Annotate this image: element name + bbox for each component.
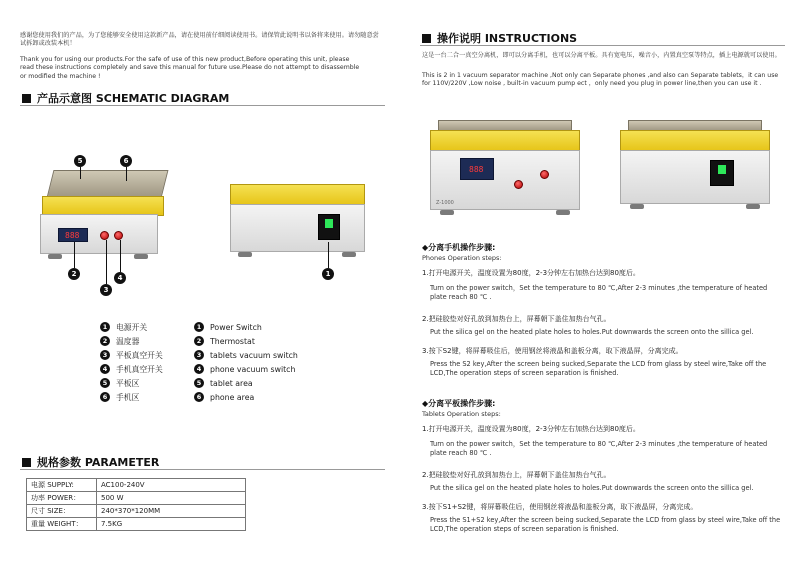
leader-line [80, 167, 81, 179]
device-foot [48, 254, 62, 259]
legend-item: 5 tablet area [194, 376, 298, 390]
phones-step-3: 3.按下S2键，将屏幕吸住后，使用钢丝将液晶和盖板分离，取下液晶屏，分离完成。 Press the S2 key,After the screen being sucked,Separate the LCD from glass by steel wire,Take off the LCD,The operation steps of screen separation is finished. [422, 347, 767, 377]
leader-line [74, 242, 75, 268]
parameter-rule [20, 469, 385, 470]
spec-row: 重量 WEIGHT： 7.5KG [27, 518, 246, 531]
device-foot [238, 252, 252, 257]
legend-item: 2 温度器 [100, 334, 163, 348]
legend-item: 4 手机真空开关 [100, 362, 163, 376]
legend-item: 3 平板真空开关 [100, 348, 163, 362]
schematic-heading: 产品示意图 SCHEMATIC DIAGRAM [22, 90, 229, 106]
power-switch [718, 165, 726, 174]
callout-3: 3 [100, 284, 112, 296]
heading-square-icon [22, 458, 31, 467]
power-switch [325, 219, 333, 228]
intro-en: Thank you for using our products.For the safe of use of this new product,Before operating this unit, please read these instructions completely and save this manual for future use.Please do not attempt to disassemble or modified the machine ! [20, 56, 360, 80]
legend-item: 1 电源开关 [100, 320, 163, 334]
temperature-display: 888 [65, 231, 80, 240]
spec-row: 尺寸 SIZE： 240*370*120MM [27, 505, 246, 518]
spec-table [26, 478, 246, 531]
vacuum-button-s1 [100, 231, 109, 240]
spec-row: 电源 SUPPLY: AC100-240V [27, 479, 246, 492]
callout-1: 1 [322, 268, 334, 280]
tablets-step-2: 2.把硅胶垫对好孔放到加热台上，屏幕朝下盖住加热台气孔。 Put the silica gel on the heated plate holes to holes.Put downwards the screen onto the sillica gel. [422, 471, 754, 492]
device-foot [630, 204, 644, 209]
vacuum-button-s2 [540, 170, 549, 179]
device-foot [746, 204, 760, 209]
parameter-heading: 规格参数 PARAMETER [22, 454, 159, 470]
heating-plate [47, 170, 169, 198]
legend-item: 6 手机区 [100, 390, 163, 404]
tablets-steps-title: ◆分离平板操作步骤: [422, 399, 496, 408]
desc-cn: 这是一台二合一真空分离机，即可以分离手机，也可以分离平板。具有宽电压，噪音小，内置真空泵等特点，插上电源就可以使用。 [422, 52, 781, 59]
device-foot [556, 210, 570, 215]
instructions-rule [420, 45, 785, 46]
instructions-heading: 操作说明 INSTRUCTIONS [422, 30, 577, 46]
device-back [230, 204, 365, 252]
intro-cn: 感谢您使用我们的产品，为了您能够安全使用这款新产品，请在使用前仔细阅读使用书。请保管此说明书以备将来使用。请勿随意尝试拆卸或改装本机！ [20, 32, 379, 48]
parts-legend-cn [100, 320, 163, 404]
right-page [400, 0, 800, 566]
tablets-step-1: 1.打开电源开关，温度设置为80度，2-3分钟左右加热台达到80度后。 Turn on the power switch，Set the temperature to 80 ℃,After 2-3 minutes ,the temperature of heated plate reach 80 ℃ . [422, 425, 768, 457]
vacuum-button-s1 [514, 180, 523, 189]
temperature-display: 888 [469, 165, 484, 174]
control-panel [460, 158, 494, 180]
callout-4: 4 [114, 272, 126, 284]
device-body [230, 184, 365, 206]
leader-line [106, 240, 107, 284]
heading-square-icon [22, 94, 31, 103]
legend-item: 5 平板区 [100, 376, 163, 390]
device-foot [134, 254, 148, 259]
phones-step-1: 1.打开电源开关，温度设置为80度，2-3分钟左右加热台达到80度后。 Turn on the power switch，Set the temperature to 80 ℃,After 2-3 minutes ,the temperature of heated plate reach 80 ℃ . [422, 269, 768, 301]
device-rear-view-2 [620, 120, 770, 215]
power-switch-socket [710, 160, 734, 186]
schematic-rule [20, 105, 385, 106]
heading-square-icon [422, 34, 431, 43]
device-angled-view [40, 170, 170, 265]
power-switch-socket [318, 214, 340, 240]
callout-6: 6 [120, 155, 132, 167]
desc-en: This is 2 in 1 vacuum separator machine ,Not only can Separate phones ,and also can Separate tablets，it can use for 110V/220V ,Low noise , built-in vacuum pump ect ，only need you plug in power line,then you can use it . [422, 72, 779, 88]
device-body [620, 130, 770, 152]
leader-line [126, 167, 127, 181]
model-label: Z-1000 [436, 200, 454, 206]
phones-step-2: 2.把硅胶垫对好孔放到加热台上，屏幕朝下盖住加热台气孔。 Put the silica gel on the heated plate holes to holes.Put downwards the screen onto the sillica gel. [422, 315, 754, 336]
legend-item: 1 Power Switch [194, 320, 298, 334]
device-body [42, 196, 164, 216]
legend-item: 3 tablets vacuum switch [194, 348, 298, 362]
legend-item: 2 Thermostat [194, 334, 298, 348]
device-back [620, 150, 770, 204]
device-front-view [430, 120, 580, 220]
device-foot [440, 210, 454, 215]
leader-line [328, 242, 329, 268]
parts-legend-en [194, 320, 298, 404]
legend-item: 4 phone vacuum switch [194, 362, 298, 376]
callout-5: 5 [74, 155, 86, 167]
phones-steps-subtitle: Phones Operation steps: [422, 254, 502, 262]
spec-row: 功率 POWER： 500 W [27, 492, 246, 505]
control-panel [58, 228, 88, 242]
callout-2: 2 [68, 268, 80, 280]
tablets-step-3: 3.按下S1+S2键，将屏幕吸住后，使用钢丝将液晶和盖板分离，取下液晶屏，分离完成。 Press the S1+S2 key,After the screen being sucked,Separate the LCD from glass by steel wire,Take off the LCD,The operation steps of screen separation is finished. [422, 503, 781, 533]
leader-line [120, 240, 121, 272]
vacuum-button-s2 [114, 231, 123, 240]
device-foot [342, 252, 356, 257]
legend-item: 6 phone area [194, 390, 298, 404]
device-rear-view [230, 184, 365, 259]
phones-steps-title: ◆分离手机操作步骤: [422, 243, 496, 252]
tablets-steps-subtitle: Tablets Operation steps: [422, 410, 501, 418]
device-body [430, 130, 580, 152]
